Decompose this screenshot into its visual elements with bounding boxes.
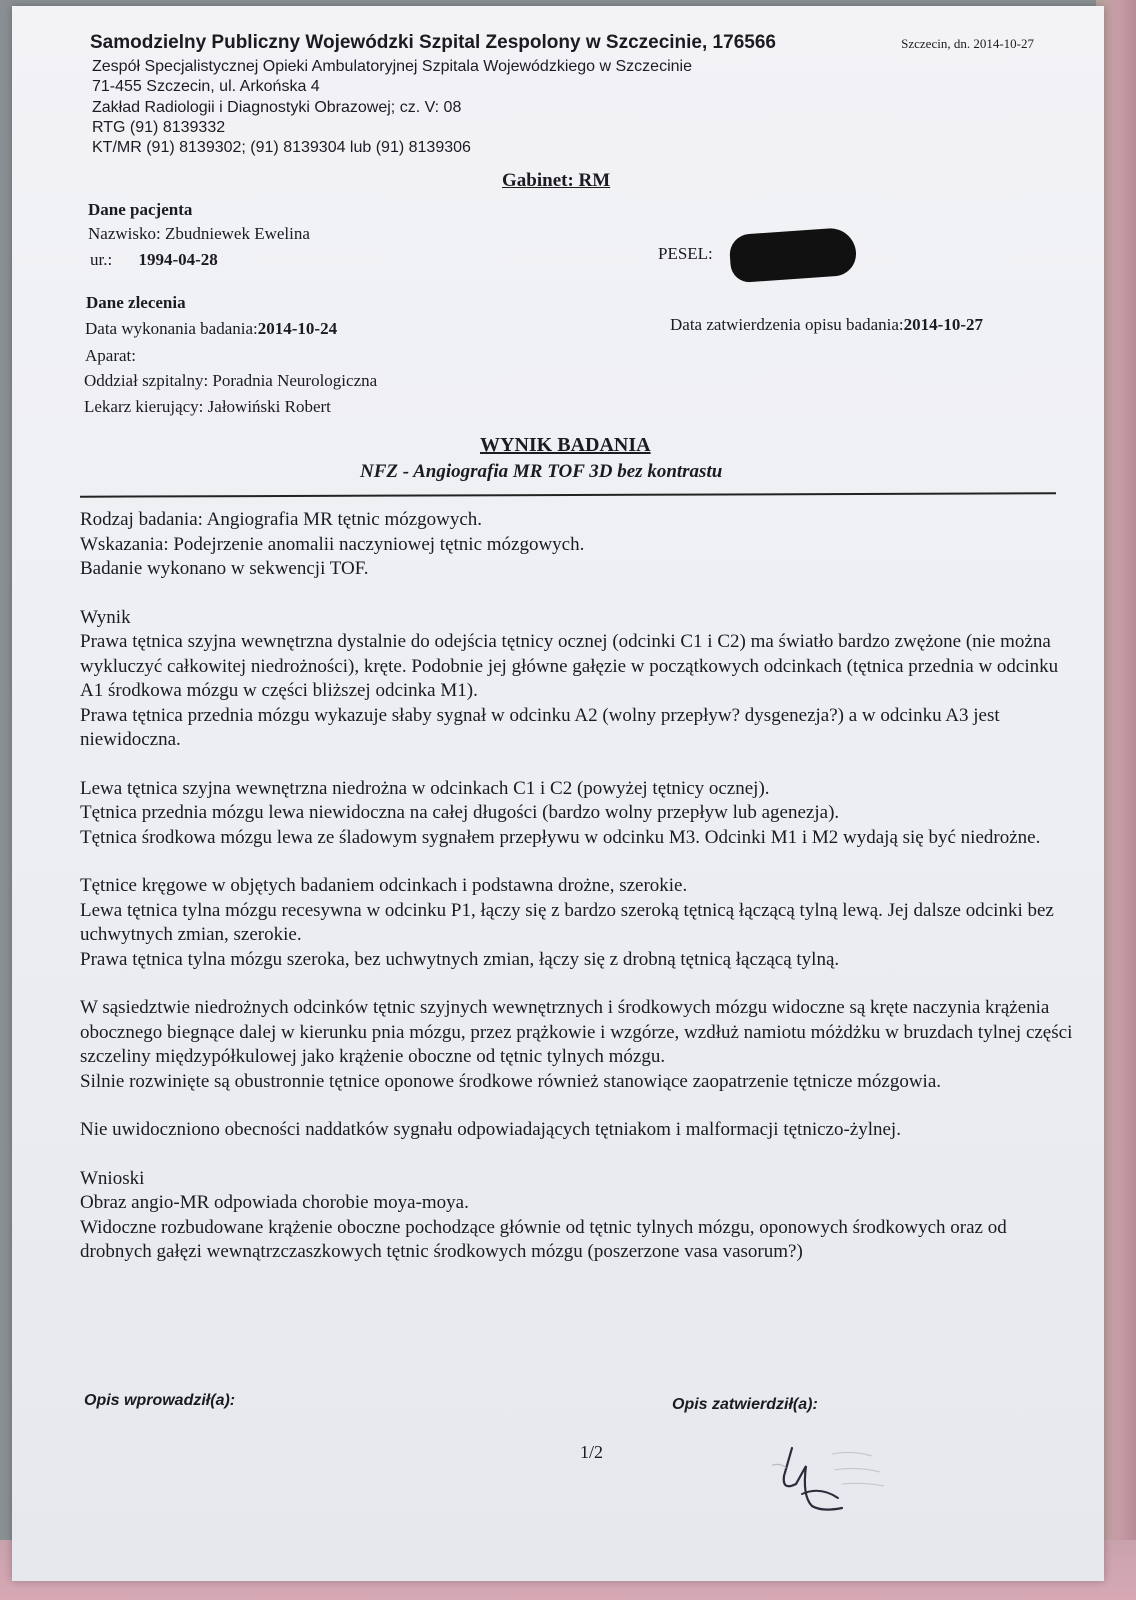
result-paragraph: W sąsiedztwie niedrożnych odcinków tętnic szyjnych wewnętrznych i środkowych mózgu widoczne są kręte naczynia krążenia obocznego biegnące dalej w kierunku pnia mózgu, przez prążkowie i wzgórze, wzdłuż namiotu móżdżku w bruzdach tylnej części szczeliny międzypółkulowej jako krążenie oboczne od tętnic tylnych mózgu.	[80, 997, 1073, 1067]
result-paragraph: Tętnica środkowa mózgu lewa ze śladowym sygnałem przepływu w odcinku M3. Odcinki M1 i M2 wydają się być niedrożne.	[80, 826, 1041, 848]
result-paragraph: Obraz angio-MR odpowiada chorobie moya-moya.	[80, 1192, 469, 1213]
patient-dob: 1994-04-28	[138, 250, 218, 269]
result-paragraph: Wskazania: Podejrzenie anomalii naczyniowej tętnic mózgowych.	[80, 533, 585, 555]
patient-dob-label: ur.:	[90, 250, 113, 269]
result-paragraph: Lewa tętnica szyjna wewnętrzna niedrożna w odcinkach C1 i C2 (powyżej tętnicy ocznej).	[80, 777, 770, 799]
header-line-department: Zespół Specjalistycznej Opieki Ambulatoryjnej Szpitala Wojewódzkiego w Szczecinie	[92, 58, 692, 75]
pesel-label: PESEL:	[658, 244, 713, 263]
result-paragraph: Lewa tętnica tylna mózgu recesywna w odcinku P1, łączy się z bardzo szeroką tętnicą łączącą tylną lewą. Jej dalsze odcinki bez uchwytnych zmian, szerokie.	[80, 899, 1054, 945]
hospital-name: Samodzielny Publiczny Wojewódzki Szpital Zespolony w Szczecinie, 176566	[90, 32, 776, 53]
result-title: WYNIK BADANIA	[480, 434, 651, 456]
header-line-radiology: Zakład Radiologii i Diagnostyki Obrazowej; cz. V: 08	[92, 99, 462, 116]
exam-date: 2014-10-24	[257, 319, 338, 338]
approval-date: 2014-10-27	[903, 315, 983, 334]
section-divider	[80, 492, 1056, 497]
paragraph-gap	[80, 1143, 1080, 1167]
result-paragraph: Badanie wykonano w sekwencji TOF.	[80, 558, 369, 579]
paragraph-gap	[80, 582, 1080, 606]
result-paragraph: Tętnice kręgowe w objętych badaniem odcinkach i podstawna drożne, szerokie.	[80, 875, 688, 896]
city-date: Szczecin, dn. 2014-10-27	[901, 36, 1034, 51]
result-body	[80, 508, 1080, 1265]
exam-date-row	[85, 319, 337, 339]
result-paragraph: Tętnica przednia mózgu lewa niewidoczna na całej długości (bardzo wolny przepływ lub agenezja).	[80, 802, 840, 823]
result-paragraph: Silnie rozwinięte są obustronnie tętnice oponowe środkowe również stanowiące zaopatrzenie tętnicze mózgowia.	[80, 1070, 942, 1092]
paragraph-gap	[80, 850, 1080, 874]
entered-by-label: Opis wprowadził(a):	[84, 1392, 236, 1409]
approval-date-label: Data zatwierdzenia opisu badania:	[670, 315, 904, 334]
result-paragraph: Prawa tętnica szyjna wewnętrzna dystalnie do odejścia tętnicy ocznej (odcinki C1 i C2) ma światło bardzo zwężone (nie można wykluczyć całkowitej niedrożności), kręte. Podobnie jej główne gałęzie w początkowych odcinkach (tętnica przednia w odcinku A1 środkowa mózgu w części bliższej odcinka M1).	[80, 631, 1059, 701]
doctor-name: Jałowiński Robert	[207, 397, 331, 416]
patient-name-row	[88, 224, 310, 244]
approval-date-row	[670, 315, 983, 335]
result-paragraph: Prawa tętnica tylna mózgu szeroka, bez uchwytnych zmian, łączy się z drobną tętnicą łączącą tylną.	[80, 948, 840, 970]
ward-label: Oddział szpitalny:	[84, 371, 209, 390]
header-line-rtg-phone: RTG (91) 8139332	[92, 119, 226, 136]
doctor-row	[84, 397, 331, 417]
doctor-label: Lekarz kierujący:	[84, 397, 204, 416]
signature	[772, 1436, 912, 1526]
result-paragraph: Nie uwidoczniono obecności naddatków sygnału odpowiadających tętniakom i malformacji tętniczo-żylnej.	[80, 1119, 901, 1140]
result-paragraph: Wynik	[80, 606, 131, 628]
header-line-ktmr-phone: KT/MR (91) 8139302; (91) 8139304 lub (91) 8139306	[92, 139, 471, 156]
pesel-redaction	[728, 227, 857, 284]
approved-by-label: Opis zatwierdził(a):	[672, 1396, 818, 1413]
result-paragraph: Rodzaj badania: Angiografia MR tętnic mózgowych.	[80, 509, 483, 530]
paragraph-gap	[80, 753, 1080, 777]
result-paragraph: Prawa tętnica przednia mózgu wykazuje słaby sygnał w odcinku A2 (wolny przepływ? dysgenezja?) a w odcinku A3 jest niewidoczna.	[80, 704, 1000, 750]
order-section-title: Dane zlecenia	[86, 293, 186, 312]
gabinet-label: Gabinet: RM	[502, 170, 611, 191]
paragraph-gap	[80, 1094, 1080, 1118]
patient-dob-row	[90, 250, 218, 270]
ward-row	[84, 371, 377, 391]
exam-date-label: Data wykonania badania:	[85, 319, 258, 338]
patient-name: Zbudniewek Ewelina	[164, 224, 310, 243]
device-label: Aparat:	[85, 346, 136, 365]
patient-name-label: Nazwisko:	[88, 224, 161, 243]
page-number: 1/2	[580, 1442, 604, 1462]
ward-value: Poradnia Neurologiczna	[212, 371, 378, 390]
paragraph-gap	[80, 972, 1080, 996]
result-subtitle: NFZ - Angiografia MR TOF 3D bez kontrastu	[360, 461, 723, 482]
patient-section-title: Dane pacjenta	[88, 200, 193, 219]
result-paragraph: Widoczne rozbudowane krążenie oboczne pochodzące głównie od tętnic tylnych mózgu, oponowych środkowych oraz od drobnych gałęzi wewnątrzczaszkowych tętnic środkowych mózgu (poszerzone vasa vasorum?)	[80, 1216, 1007, 1262]
result-paragraph: Wnioski	[80, 1167, 145, 1189]
document-page	[12, 6, 1104, 1581]
header-line-address: 71-455 Szczecin, ul. Arkońska 4	[92, 78, 320, 95]
